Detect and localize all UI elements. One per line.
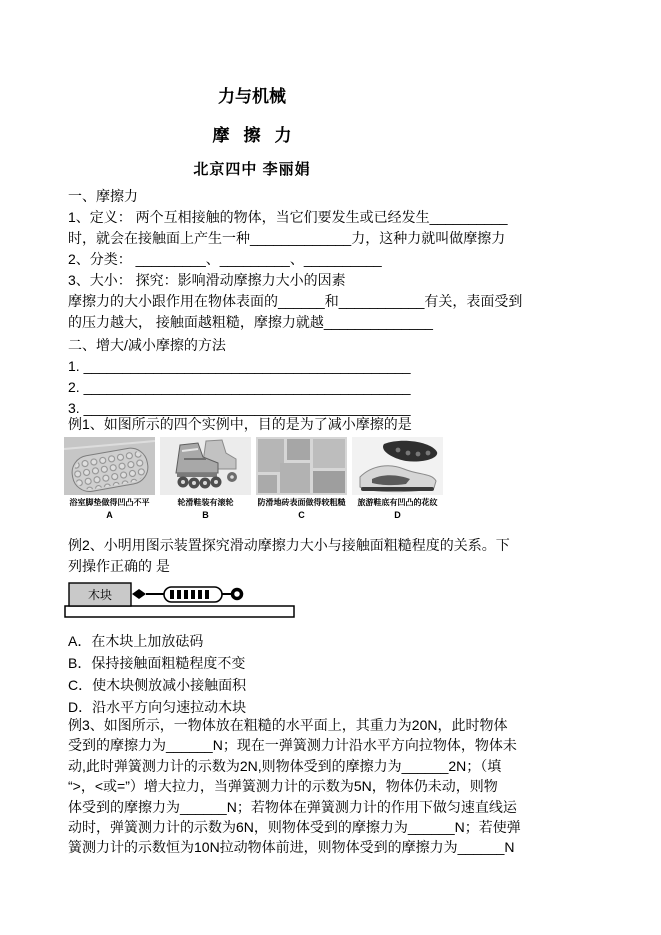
figure-caption: 防滑地砖表面做得较粗糙 bbox=[257, 498, 346, 507]
figure-d bbox=[352, 437, 443, 521]
blank-line: 2. __________________________________________ bbox=[68, 379, 411, 395]
author-line: 北京四中 李丽娟 bbox=[193, 161, 311, 178]
roller-skate-photo-icon bbox=[160, 437, 251, 495]
bathmat-photo-icon bbox=[64, 437, 155, 495]
example1-intro: 例1、如图所示的四个实例中，目的是为了减小摩擦的是 bbox=[68, 416, 412, 432]
floor-tiles-photo-icon bbox=[256, 437, 347, 495]
section-heading: 二、增大/减小摩擦的方法 bbox=[68, 337, 226, 353]
figure-letter: A bbox=[106, 510, 113, 520]
page-subtitle: 摩擦力 bbox=[212, 126, 306, 145]
example2-options bbox=[68, 630, 608, 718]
figure-caption: 轮滑鞋装有滚轮 bbox=[177, 498, 234, 507]
option-d: D．沿水平方向匀速拉动木块 bbox=[68, 699, 247, 715]
wood-block-label: 木块 bbox=[87, 588, 113, 602]
blank-line: 3. __________________________________________ bbox=[68, 400, 411, 416]
blank-line: 1. __________________________________________ bbox=[68, 358, 411, 374]
text-line: 的压力越大， 接触面越粗糙，摩擦力就越______________ bbox=[68, 314, 433, 330]
sneakers-photo-icon bbox=[352, 437, 443, 495]
figure-caption: 浴室脚垫做得凹凸不平 bbox=[69, 498, 150, 507]
spring-scale-icon bbox=[132, 587, 242, 602]
text-line: 动,此时弹簧测力计的示数为2N,则物体受到的摩擦力为______2N；（填 bbox=[68, 757, 502, 774]
text-line: 列操作正确的 是 bbox=[68, 558, 170, 574]
section-methods bbox=[68, 335, 608, 419]
figure-b bbox=[160, 437, 251, 521]
example1-figures bbox=[64, 437, 444, 521]
text-line: 例3、如图所示，一物体放在粗糙的水平面上，其重力为20N，此时物体 bbox=[68, 717, 508, 733]
text-line: 时，就会在接触面上产生一种_____________力，这种力就叫做摩擦力 bbox=[68, 230, 506, 246]
text-line: 簧测力计的示数恒为10N拉动物体前进，则物体受到的摩擦力为______N bbox=[68, 839, 515, 856]
figure-a bbox=[64, 437, 155, 521]
text-line: 体受到的摩擦力为______N；若物体在弹簧测力计的作用下做匀速直线运 bbox=[68, 798, 517, 815]
friction-experiment-diagram bbox=[64, 580, 296, 622]
section-heading: 一、摩擦力 bbox=[68, 188, 138, 204]
figure-letter: D bbox=[394, 510, 401, 520]
option-c: C．使木块侧放减小接触面积 bbox=[68, 677, 247, 693]
table-surface bbox=[65, 606, 294, 617]
example3-paragraph bbox=[68, 715, 602, 858]
text-line: 摩擦力的大小跟作用在物体表面的______和___________有关，表面受到 bbox=[68, 293, 523, 309]
text-line: 例2、小明用图示装置探究滑动摩擦力大小与接触面粗糙程度的关系。下 bbox=[68, 537, 510, 553]
figure-caption: 旅游鞋底有凹凸的花纹 bbox=[357, 498, 438, 507]
option-b: B．保持接触面粗糙程度不变 bbox=[68, 655, 246, 671]
text-line: 1、定义： 两个互相接触的物体，当它们要发生或已经发生__________ bbox=[68, 209, 508, 225]
figure-letter: C bbox=[298, 510, 305, 520]
text-line: 动时，弹簧测力计的示数为6N，则物体受到的摩擦力为______N；若使弹 bbox=[68, 819, 521, 836]
figure-c bbox=[256, 437, 347, 521]
text-line: 受到的摩擦力为______N；现在一弹簧测力计沿水平方向拉物体，物体未 bbox=[68, 737, 517, 754]
text-line: 3、大小： 探究：影响滑动摩擦力大小的因素 bbox=[68, 272, 346, 288]
page-title: 力与机械 bbox=[218, 87, 286, 106]
text-line: “>，<或=”）增大拉力，当弹簧测力计的示数为5N，物体仍未动，则物 bbox=[68, 778, 498, 795]
example2-intro bbox=[68, 535, 608, 577]
figure-letter: B bbox=[202, 510, 209, 520]
option-a: A．在木块上加放砝码 bbox=[68, 633, 204, 649]
section-friction bbox=[68, 186, 608, 333]
text-line: 2、分类： _________、_________、__________ bbox=[68, 251, 382, 267]
